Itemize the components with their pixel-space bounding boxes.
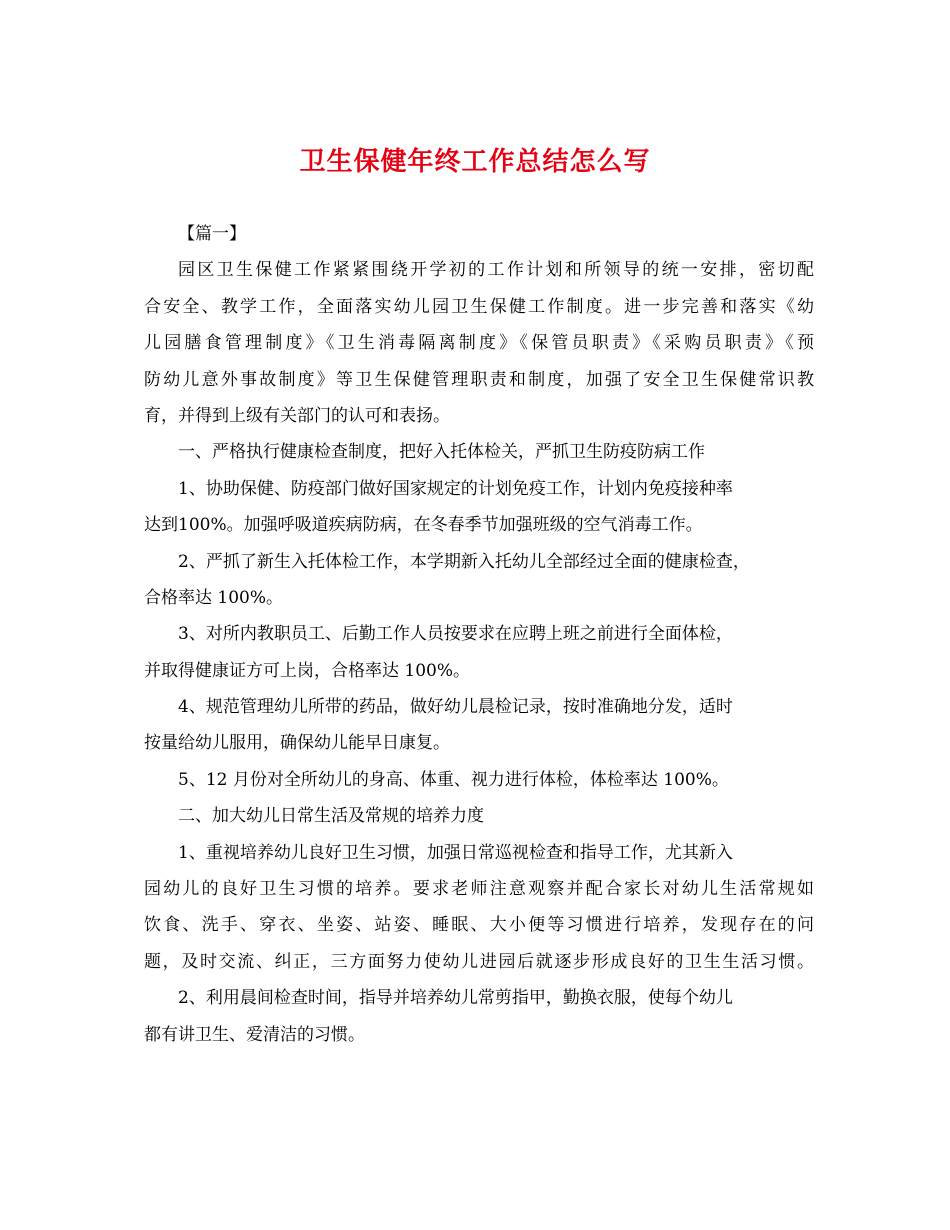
text-line: 题，及时交流、纠正，三方面努力使幼儿进园后就逐步形成良好的卫生生活习惯。 bbox=[144, 951, 814, 972]
text-line: 达到100%。加强呼吸道疾病防病，在冬春季节加强班级的空气消毒工作。 bbox=[144, 515, 703, 536]
text-line: 园幼儿的良好卫生习惯的培养。要求老师注意观察并配合家长对幼儿生活常规如 bbox=[144, 879, 814, 900]
text-line: 一、严格执行健康检查制度，把好入托体检关，严抓卫生防疫防病工作 bbox=[178, 442, 705, 463]
text-line: 5、12 月份对全所幼儿的身高、体重、视力进行体检，体检率达 100%。 bbox=[178, 769, 729, 790]
text-line: 2、严抓了新生入托体检工作，本学期新入托幼儿全部经过全面的健康检查， bbox=[178, 551, 750, 572]
text-line: 并取得健康证方可上岗，合格率达 100%。 bbox=[144, 660, 471, 681]
text-line: 2、利用晨间检查时间，指导并培养幼儿常剪指甲，勤换衣服，使每个幼儿 bbox=[178, 988, 733, 1009]
document-body bbox=[144, 216, 814, 1053]
text-line: 饮食、洗手、穿衣、坐姿、站姿、睡眠、大小便等习惯进行培养，发现存在的问 bbox=[144, 915, 814, 936]
text-line: 1、重视培养幼儿良好卫生习惯，加强日常巡视检查和指导工作，尤其新入 bbox=[178, 842, 733, 863]
paragraph-lines bbox=[144, 252, 814, 1053]
section-label: 【篇一】 bbox=[178, 224, 246, 244]
text-line: 二、加大幼儿日常生活及常规的培养力度 bbox=[178, 806, 484, 827]
text-line: 按量给幼儿服用，确保幼儿能早日康复。 bbox=[144, 733, 450, 754]
text-line: 合安全、教学工作，全面落实幼儿园卫生保健工作制度。进一步完善和落实《幼 bbox=[144, 296, 814, 317]
text-line: 4、规范管理幼儿所带的药品，做好幼儿晨检记录，按时准确地分发，适时 bbox=[178, 697, 733, 718]
text-line: 育，并得到上级有关部门的认可和表扬。 bbox=[144, 405, 450, 426]
text-line: 园区卫生保健工作紧紧围绕开学初的工作计划和所领导的统一安排，密切配 bbox=[178, 260, 814, 281]
text-line: 1、协助保健、防疫部门做好国家规定的计划免疫工作，计划内免疫接种率 bbox=[178, 478, 733, 499]
text-line: 都有讲卫生、爱清洁的习惯。 bbox=[144, 1024, 365, 1045]
text-line: 3、对所内教职员工、后勤工作人员按要求在应聘上班之前进行全面体检， bbox=[178, 624, 733, 645]
text-line: 儿园膳食管理制度》《卫生消毒隔离制度》《保管员职责》《采购员职责》《预 bbox=[144, 333, 814, 354]
text-line: 合格率达 100%。 bbox=[144, 587, 284, 608]
text-line: 防幼儿意外事故制度》等卫生保健管理职责和制度，加强了安全卫生保健常识教 bbox=[144, 369, 814, 390]
document-title: 卫生保健年终工作总结怎么写 bbox=[299, 147, 651, 177]
